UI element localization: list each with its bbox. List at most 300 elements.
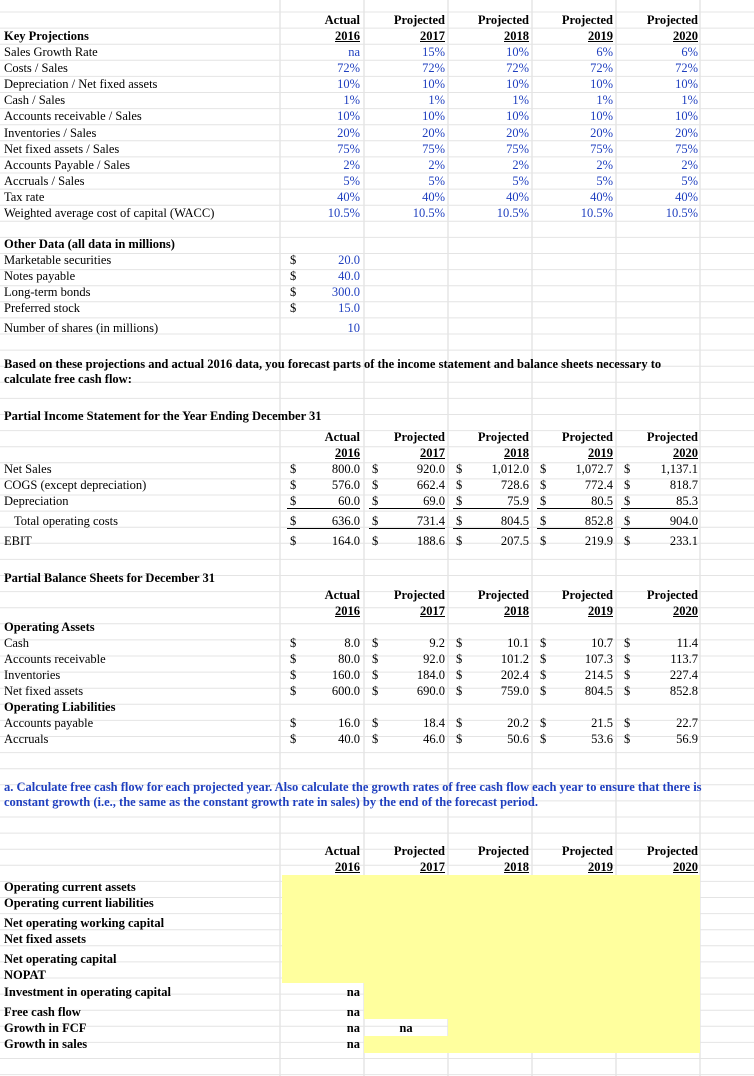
income-statement-year-row	[0, 445, 754, 461]
row-label: Net operating capital	[4, 952, 117, 966]
cell-value: 10.5%	[665, 206, 698, 220]
dollar-sign: $	[624, 668, 631, 683]
cell-value: 40%	[422, 189, 445, 204]
dollar-sign: $	[456, 684, 463, 699]
intro-text: Based on these projections and actual 2016 data, you forecast parts of the income statement and balance sheets necessary to calculate free cash flow:	[4, 357, 662, 386]
dollar-sign: $	[540, 478, 547, 492]
row-label: Operating current liabilities	[4, 896, 154, 910]
cell-value: 75%	[590, 141, 613, 156]
cell-value: 20.0	[338, 253, 360, 267]
cell-value: 10%	[337, 109, 360, 124]
other-data-row	[0, 252, 754, 268]
total-underline	[453, 508, 529, 509]
dollar-sign: $	[290, 534, 297, 548]
operating-asset-row	[0, 667, 754, 683]
key-projection-row	[0, 125, 754, 141]
cell-value: 10%	[422, 109, 445, 124]
cell-value: 75%	[422, 141, 445, 156]
column-year: 2016	[335, 860, 360, 874]
cell-value: 6%	[681, 45, 698, 59]
dollar-sign: $	[624, 478, 631, 492]
cell-value: 72%	[590, 61, 613, 76]
cell-value: na	[399, 1021, 413, 1035]
row-label: Long-term bonds	[4, 285, 91, 300]
column-header: Projected	[561, 430, 613, 444]
column-year: 2018	[504, 446, 529, 460]
balance-sheet-title-row	[0, 570, 754, 586]
dollar-sign: $	[290, 301, 297, 316]
column-year: 2018	[504, 29, 529, 43]
row-label: Growth in FCF	[4, 1021, 87, 1035]
cell-value: 6%	[596, 45, 613, 59]
column-header: Projected	[477, 430, 529, 444]
row-label: Marketable securities	[4, 253, 112, 267]
column-year: 2019	[588, 29, 613, 43]
column-header: Projected	[477, 844, 529, 858]
column-header: Projected	[646, 588, 698, 602]
cell-value: 40%	[337, 189, 360, 204]
cell-value: 10%	[422, 77, 445, 92]
cell-value: 728.6	[500, 478, 529, 492]
row-label: Accruals / Sales	[4, 173, 85, 188]
operating-assets-title-row	[0, 619, 754, 635]
dollar-sign: $	[624, 732, 631, 747]
other-data-row	[0, 320, 754, 336]
cell-value: 2%	[596, 157, 613, 172]
column-year: 2017	[420, 446, 445, 460]
cell-value: 1,012.0	[491, 462, 529, 476]
dollar-sign: $	[456, 494, 463, 508]
column-year: 2016	[335, 29, 360, 43]
total-underline	[369, 508, 445, 509]
fcf-table-year-row	[0, 859, 754, 875]
row-label: Tax rate	[4, 189, 45, 204]
cell-value: 904.0	[669, 514, 698, 528]
cell-value: 22.7	[676, 716, 698, 730]
cell-value: 40.0	[338, 269, 360, 284]
dollar-sign: $	[540, 494, 547, 508]
cell-value: 20.2	[507, 716, 529, 730]
row-label: Net fixed assets	[4, 684, 84, 699]
dollar-sign: $	[624, 514, 631, 528]
column-header: Projected	[393, 13, 445, 27]
cell-value: 852.8	[584, 514, 613, 528]
key-projection-row	[0, 76, 754, 92]
row-label: Inventories	[4, 668, 61, 683]
column-header: Projected	[393, 588, 445, 602]
cell-value: 5%	[512, 173, 529, 188]
cell-value: 576.0	[331, 478, 360, 492]
dollar-sign: $	[372, 462, 379, 476]
cell-value: 1,137.1	[660, 462, 698, 476]
total-underline	[621, 528, 698, 529]
cell-value: 72%	[337, 61, 360, 76]
key-projection-row	[0, 108, 754, 124]
cell-value: 2%	[428, 157, 445, 172]
column-header: Projected	[646, 13, 698, 27]
operating-liabilities-title-row	[0, 699, 754, 715]
cell-value: 107.3	[584, 652, 613, 667]
cell-value: 101.2	[500, 652, 529, 667]
fcf-table-row	[0, 967, 754, 983]
row-label: Operating Assets	[4, 620, 95, 634]
cell-value: 15%	[422, 45, 445, 59]
cell-value: 804.5	[584, 684, 613, 699]
fcf-table-row	[0, 931, 754, 947]
cell-value: 772.4	[584, 478, 613, 492]
column-year: 2016	[335, 604, 360, 618]
column-header: Actual	[324, 430, 360, 444]
dollar-sign: $	[540, 534, 547, 548]
cell-value: 804.5	[500, 514, 529, 528]
cell-value: 1%	[681, 93, 698, 108]
key-projection-row	[0, 44, 754, 60]
income-statement-row	[0, 533, 754, 549]
dollar-sign: $	[456, 478, 463, 492]
cell-value: na	[346, 1021, 360, 1035]
other-data-row	[0, 284, 754, 300]
row-label: Cash	[4, 636, 29, 650]
column-year: 2016	[335, 446, 360, 460]
dollar-sign: $	[456, 534, 463, 548]
column-header: Projected	[477, 13, 529, 27]
fcf-table-row	[0, 1036, 754, 1052]
column-header: Projected	[477, 588, 529, 602]
dollar-sign: $	[456, 462, 463, 476]
key-projection-row	[0, 157, 754, 173]
total-underline	[287, 508, 360, 509]
cell-value: 184.0	[416, 668, 445, 683]
row-label: NOPAT	[4, 968, 46, 982]
cell-value: 219.9	[584, 534, 613, 548]
column-header: Projected	[561, 844, 613, 858]
row-label: Net operating working capital	[4, 916, 165, 930]
dollar-sign: $	[456, 514, 463, 528]
cell-value: 72%	[506, 61, 529, 76]
cell-value: na	[346, 1037, 360, 1051]
operating-asset-row	[0, 651, 754, 667]
total-underline	[537, 528, 613, 529]
dollar-sign: $	[372, 478, 379, 492]
cell-value: 662.4	[416, 478, 445, 492]
cell-value: 2%	[681, 157, 698, 172]
dollar-sign: $	[540, 636, 547, 650]
row-label: Depreciation / Net fixed assets	[4, 77, 158, 92]
other-data-row	[0, 300, 754, 316]
dollar-sign: $	[372, 652, 379, 667]
dollar-sign: $	[540, 668, 547, 683]
key-projections-title-row	[0, 28, 754, 44]
row-label: Investment in operating capital	[4, 985, 172, 999]
cell-value: 46.0	[423, 732, 445, 747]
cell-value: 5%	[681, 173, 698, 188]
key-projection-row	[0, 92, 754, 108]
cell-value: 10.5%	[580, 206, 613, 220]
row-label: Net fixed assets	[4, 932, 86, 946]
other-data-row	[0, 268, 754, 284]
cell-value: 40.0	[338, 732, 360, 747]
dollar-sign: $	[290, 269, 297, 284]
cell-value: 10.1	[507, 636, 529, 650]
income-statement-row	[0, 477, 754, 493]
dollar-sign: $	[290, 652, 297, 667]
row-label: Partial Income Statement for the Year Ending December 31	[4, 409, 322, 423]
row-label: Sales Growth Rate	[4, 45, 98, 59]
cell-value: 20%	[675, 125, 698, 140]
cell-value: 69.0	[423, 494, 445, 508]
cell-value: 300.0	[331, 285, 360, 300]
cell-value: 75%	[506, 141, 529, 156]
key-projection-row	[0, 141, 754, 157]
row-label: Inventories / Sales	[4, 125, 97, 140]
column-header: Projected	[393, 844, 445, 858]
row-label: Partial Balance Sheets for December 31	[4, 571, 215, 585]
cell-value: 72%	[675, 61, 698, 76]
cell-value: 10.5%	[412, 206, 445, 220]
dollar-sign: $	[290, 285, 297, 300]
dollar-sign: $	[290, 514, 297, 528]
key-projections-header-row	[0, 12, 754, 28]
cell-value: 11.4	[676, 636, 698, 650]
cell-value: 40%	[506, 189, 529, 204]
cell-value: 80.5	[591, 494, 613, 508]
dollar-sign: $	[290, 684, 297, 699]
dollar-sign: $	[624, 652, 631, 667]
dollar-sign: $	[290, 494, 297, 508]
column-year: 2017	[420, 604, 445, 618]
cell-value: 10%	[590, 109, 613, 124]
column-header: Actual	[324, 844, 360, 858]
row-label: Notes payable	[4, 269, 76, 284]
cell-value: 690.0	[416, 684, 445, 699]
cell-value: 202.4	[500, 668, 529, 683]
cell-value: 10.7	[591, 636, 613, 650]
operating-asset-row	[0, 683, 754, 699]
column-year: 2019	[588, 446, 613, 460]
dollar-sign: $	[624, 462, 631, 476]
row-label: Cash / Sales	[4, 93, 66, 108]
cell-value: 188.6	[416, 534, 445, 548]
dollar-sign: $	[456, 732, 463, 747]
fcf-table-row	[0, 895, 754, 911]
cell-value: 10%	[506, 77, 529, 92]
fcf-table-row	[0, 951, 754, 967]
cell-value: 5%	[343, 173, 360, 188]
cell-value: na	[346, 985, 360, 999]
cell-value: 1%	[512, 93, 529, 108]
key-projection-row	[0, 205, 754, 221]
cell-value: 852.8	[669, 684, 698, 699]
column-header: Actual	[324, 13, 360, 27]
dollar-sign: $	[290, 478, 297, 492]
row-label: Free cash flow	[4, 1005, 81, 1019]
column-year: 2020	[673, 29, 698, 43]
cell-value: 10	[347, 321, 360, 335]
cell-value: 5%	[428, 173, 445, 188]
fcf-table-header-row	[0, 843, 754, 859]
cell-value: 1%	[596, 93, 613, 108]
dollar-sign: $	[624, 716, 631, 730]
cell-value: 5%	[596, 173, 613, 188]
cell-value: 10%	[506, 45, 529, 59]
column-year: 2019	[588, 604, 613, 618]
operating-liability-row	[0, 715, 754, 731]
row-label: Other Data (all data in millions)	[4, 237, 175, 251]
row-label: Operating current assets	[4, 880, 136, 894]
cell-value: 10%	[590, 77, 613, 92]
cell-value: 75%	[337, 141, 360, 156]
dollar-sign: $	[540, 732, 547, 747]
dollar-sign: $	[540, 684, 547, 699]
column-header: Actual	[324, 588, 360, 602]
cell-value: 10%	[506, 109, 529, 124]
key-projection-row	[0, 60, 754, 76]
row-label: Accounts payable	[4, 716, 94, 730]
row-label: Key Projections	[4, 29, 89, 43]
row-label: EBIT	[4, 534, 32, 548]
dollar-sign: $	[624, 684, 631, 699]
cell-value: 818.7	[669, 478, 698, 492]
total-underline	[621, 508, 698, 509]
cell-value: 21.5	[591, 716, 613, 730]
dollar-sign: $	[456, 716, 463, 730]
column-year: 2019	[588, 860, 613, 874]
row-label: Depreciation	[4, 494, 69, 508]
column-year: 2018	[504, 604, 529, 618]
column-header: Projected	[393, 430, 445, 444]
row-label: Preferred stock	[4, 301, 81, 316]
cell-value: 10.5%	[496, 206, 529, 220]
key-projection-row	[0, 173, 754, 189]
row-label: Operating Liabilities	[4, 700, 116, 714]
cell-value: 2%	[343, 157, 360, 172]
dollar-sign: $	[290, 636, 297, 650]
dollar-sign: $	[290, 462, 297, 476]
cell-value: 636.0	[331, 514, 360, 528]
column-header: Projected	[561, 13, 613, 27]
cell-value: 20%	[506, 125, 529, 140]
dollar-sign: $	[372, 732, 379, 747]
dollar-sign: $	[290, 716, 297, 730]
balance-sheet-year-row	[0, 603, 754, 619]
row-label: Accruals	[4, 732, 49, 747]
dollar-sign: $	[372, 534, 379, 548]
total-underline	[369, 528, 445, 529]
column-year: 2017	[420, 860, 445, 874]
cell-value: 233.1	[669, 534, 698, 548]
dollar-sign: $	[372, 636, 379, 650]
cell-value: 2%	[512, 157, 529, 172]
cell-value: 800.0	[331, 462, 360, 476]
column-year: 2020	[673, 446, 698, 460]
cell-value: 227.4	[669, 668, 698, 683]
income-statement-row	[0, 461, 754, 477]
total-underline	[287, 528, 360, 529]
cell-value: 75%	[675, 141, 698, 156]
cell-value: 10.5%	[327, 206, 360, 220]
cell-value: 18.4	[423, 716, 445, 730]
cell-value: 164.0	[331, 534, 360, 548]
row-label: Number of shares (in millions)	[4, 321, 159, 335]
dollar-sign: $	[540, 716, 547, 730]
cell-value: 214.5	[584, 668, 613, 683]
cell-value: 60.0	[338, 494, 360, 508]
dollar-sign: $	[624, 636, 631, 650]
income-statement-title-row	[0, 408, 754, 424]
cell-value: 10%	[675, 109, 698, 124]
row-label: Total operating costs	[14, 514, 118, 528]
dollar-sign: $	[540, 514, 547, 528]
cell-value: 15.0	[338, 301, 360, 316]
cell-value: 80.0	[338, 652, 360, 667]
cell-value: 20%	[422, 125, 445, 140]
cell-value: 85.3	[676, 494, 698, 508]
fcf-table-row	[0, 984, 754, 1000]
key-projection-row	[0, 189, 754, 205]
cell-value: 40%	[590, 189, 613, 204]
column-header: Projected	[646, 430, 698, 444]
dollar-sign: $	[540, 462, 547, 476]
cell-value: 92.0	[423, 652, 445, 667]
cell-value: 1,072.7	[575, 462, 613, 476]
row-label: Costs / Sales	[4, 61, 68, 76]
other-data-title-row	[0, 236, 754, 252]
income-statement-row	[0, 513, 754, 529]
fcf-table-row	[0, 915, 754, 931]
cell-value: 10%	[337, 77, 360, 92]
cell-value: 9.2	[429, 636, 445, 650]
operating-liability-row	[0, 731, 754, 747]
row-label: Accounts receivable / Sales	[4, 109, 142, 124]
dollar-sign: $	[372, 668, 379, 683]
dollar-sign: $	[624, 494, 631, 508]
row-label: Accounts receivable	[4, 652, 106, 667]
dollar-sign: $	[372, 514, 379, 528]
column-year: 2020	[673, 604, 698, 618]
dollar-sign: $	[290, 253, 297, 267]
column-year: 2017	[420, 29, 445, 43]
cell-value: 731.4	[416, 514, 445, 528]
cell-value: 56.9	[676, 732, 698, 747]
row-label: Net Sales	[4, 462, 52, 476]
income-statement-row	[0, 493, 754, 509]
row-label: COGS (except depreciation)	[4, 478, 147, 492]
dollar-sign: $	[372, 684, 379, 699]
dollar-sign: $	[290, 668, 297, 683]
cell-value: 16.0	[338, 716, 360, 730]
cell-value: 1%	[343, 93, 360, 108]
cell-value: 600.0	[331, 684, 360, 699]
cell-value: 759.0	[500, 684, 529, 699]
operating-asset-row	[0, 635, 754, 651]
fcf-table-row	[0, 1004, 754, 1020]
dollar-sign: $	[456, 668, 463, 683]
dollar-sign: $	[540, 652, 547, 667]
cell-value: 20%	[590, 125, 613, 140]
question-text: a. Calculate free cash flow for each projected year. Also calculate the growth rates of free cash flow each year to ensure that there is constant growth (i.e., the same as the constant growth rate in sales) by the end of the forecast period.	[4, 780, 702, 809]
balance-sheet-header-row	[0, 587, 754, 603]
total-underline	[453, 528, 529, 529]
cell-value: 40%	[675, 189, 698, 204]
row-label: Growth in sales	[4, 1037, 88, 1051]
cell-value: 75.9	[507, 494, 529, 508]
dollar-sign: $	[372, 716, 379, 730]
dollar-sign: $	[290, 732, 297, 747]
row-label: Weighted average cost of capital (WACC)	[4, 206, 215, 220]
row-label: Accounts Payable / Sales	[4, 157, 131, 172]
column-year: 2020	[673, 860, 698, 874]
cell-value: 53.6	[591, 732, 613, 747]
